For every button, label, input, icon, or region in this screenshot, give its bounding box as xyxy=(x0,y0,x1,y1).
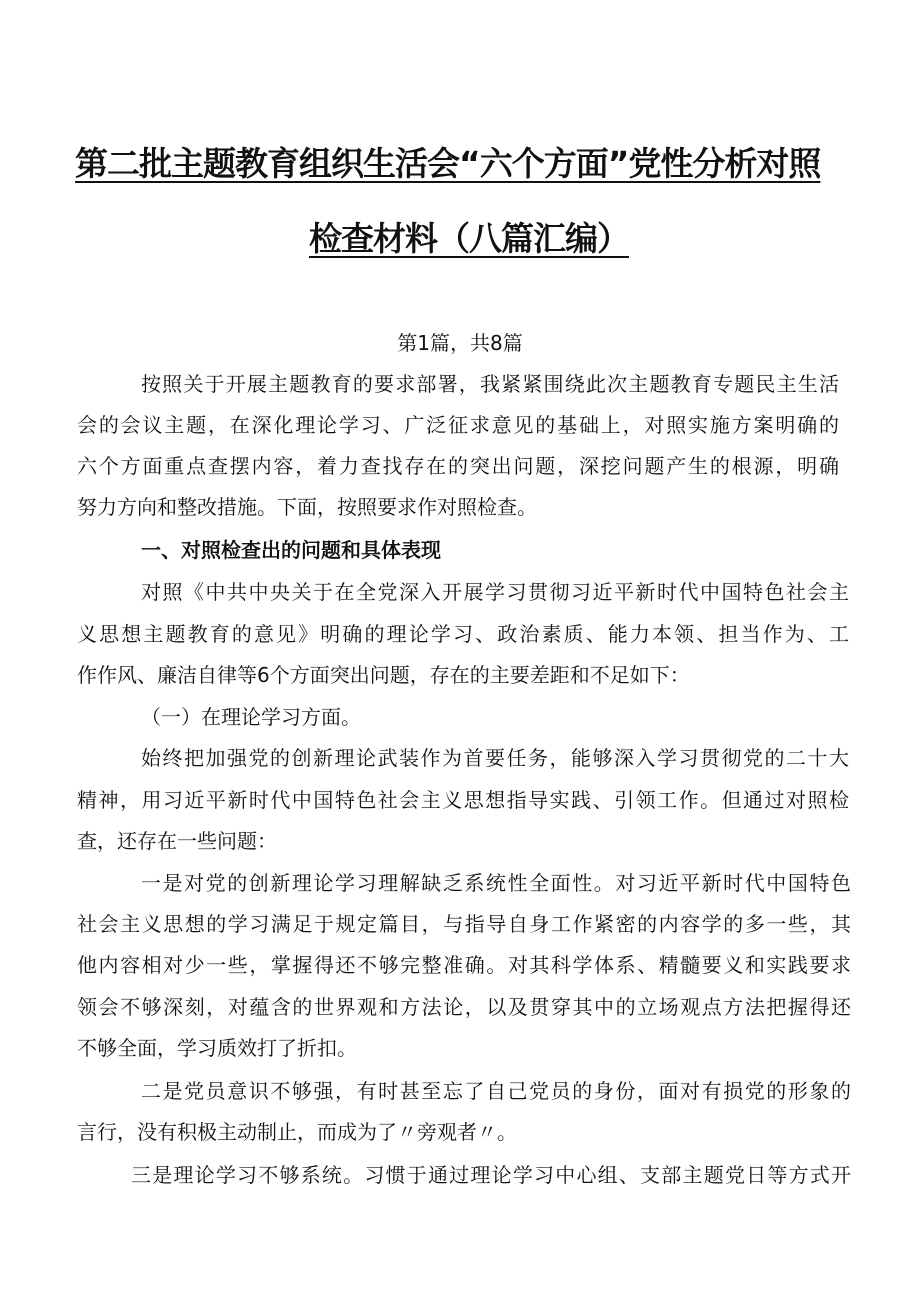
p4-line-2: 社会主义思想的学习满足于规定篇目，与指导自身工作紧密的内容学的多一些，其 xyxy=(77,912,851,936)
p3-line-3: 查，还存在一些问题： xyxy=(77,829,277,853)
p4-line-3: 他内容相对少一些，掌握得还不够完整准确。对其科学体系、精髓要义和实践要求 xyxy=(77,953,851,977)
part-indicator: 第1篇，共8篇 xyxy=(397,331,523,355)
p4-line-5: 不够全面，学习质效打了折扣。 xyxy=(77,1036,357,1060)
intro-line-2: 会的会议主题，在深化理论学习、广泛征求意见的基础上，对照实施方案明确的 xyxy=(77,413,839,437)
intro-line-1: 按照关于开展主题教育的要求部署，我紧紧围绕此次主题教育专题民主生活 xyxy=(141,372,839,396)
p5-line-2: 言行，没有积极主动制止，而成为了〃旁观者〃。 xyxy=(77,1120,517,1144)
p3-line-2: 精神，用习近平新时代中国特色社会主义思想指导实践、引领工作。但通过对照检 xyxy=(77,788,849,812)
p2-line-2: 义思想主题教育的意见》明确的理论学习、政治素质、能力本领、担当作为、工 xyxy=(77,622,849,646)
section-heading-1: 一、对照检查出的问题和具体表现 xyxy=(141,538,441,562)
p4-line-1: 一是对党的创新理论学习理解缺乏系统性全面性。对习近平新时代中国特色 xyxy=(141,871,851,895)
p5-line-1: 二是党员意识不够强，有时甚至忘了自己党员的身份，面对有损党的形象的 xyxy=(141,1079,851,1103)
document-title-line-1: 第二批主题教育组织生活会“六个方面”党性分析对照 xyxy=(75,144,821,183)
document-title-line-2: 检查材料（八篇汇编） xyxy=(309,219,629,258)
p4-line-4: 领会不够深刻，对蕴含的世界观和方法论，以及贯穿其中的立场观点方法把握得还 xyxy=(77,995,851,1019)
p2-line-1: 对照《中共中央关于在全党深入开展学习贯彻习近平新时代中国特色社会主 xyxy=(141,580,849,604)
p3-line-1: 始终把加强党的创新理论武装作为首要任务，能够深入学习贯彻党的二十大 xyxy=(141,746,849,770)
p2-line-3: 作作风、廉洁自律等6个方面突出问题，存在的主要差距和不足如下： xyxy=(77,663,690,687)
p6-line-1: 三是理论学习不够系统。习惯于通过理论学习中心组、支部主题党日等方式开 xyxy=(131,1163,851,1187)
intro-line-4: 努力方向和整改措施。下面，按照要求作对照检查。 xyxy=(77,495,537,519)
intro-line-3: 六个方面重点查摆内容，着力查找存在的突出问题，深挖问题产生的根源，明确 xyxy=(77,454,839,478)
subsection-heading-1: （一）在理论学习方面。 xyxy=(141,705,361,729)
